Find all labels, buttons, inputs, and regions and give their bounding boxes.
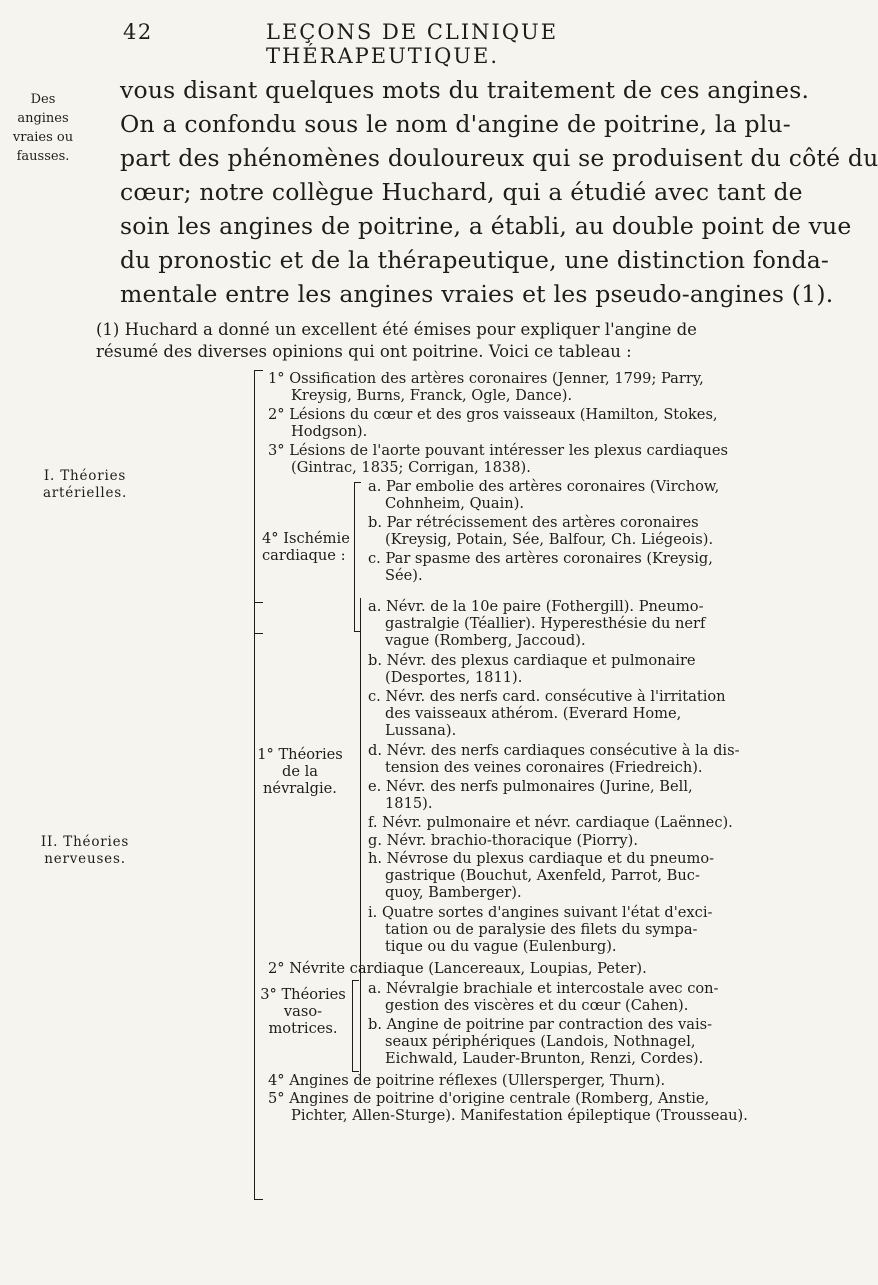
brace-section-1 xyxy=(254,370,263,634)
entry-nevralgie-c: c. Névr. des nerfs card. consécutive à l'irritation des vaisseaux athérom. (Everard Home, Lussana). xyxy=(368,688,726,740)
entry-vaso-b: b. Angine de poitrine par contraction des vais- seaux périphériques (Landois, Nothnagel, Eichwald, Lauder-Brunton, Renzi, Cordes). xyxy=(368,1016,713,1068)
section-label-arterial: I. Théories artérielles. xyxy=(42,468,128,501)
running-title: LEÇONS DE CLINIQUE THÉRAPEUTIQUE. xyxy=(266,20,559,68)
page-number: 42 xyxy=(123,20,153,44)
entry-vaso-a: a. Névralgie brachiale et intercostale avec con- gestion des viscères et du cœur (Cahen). xyxy=(368,980,719,1015)
body-line: cœur; notre collègue Huchard, qui a étudié avec tant de xyxy=(120,178,803,206)
brace-section-2 xyxy=(254,602,263,1200)
entry-4b-retrecissement: b. Par rétrécissement des artères coronaires (Kreysig, Potain, Sée, Balfour, Ch. Liégeois). xyxy=(368,514,714,549)
entry-nevralgie-f: f. Névr. pulmonaire et névr. cardiaque (Laënnec). xyxy=(368,814,733,831)
entry-nevralgie-d: d. Névr. des nerfs cardiaques consécutive à la dis- tension des veines coronaires (Friedreich). xyxy=(368,742,740,777)
label-nevralgie: 1° Théories de la névralgie. xyxy=(257,746,343,797)
entry-nevrite-cardiaque: 2° Névrite cardiaque (Lancereaux, Loupias, Peter). xyxy=(268,960,647,977)
entry-2-lesions-coeur: 2° Lésions du cœur et des gros vaisseaux (Hamilton, Stokes, Hodgson). xyxy=(268,406,718,441)
entry-4a-embolie: a. Par embolie des artères coronaires (Virchow, Cohnheim, Quain). xyxy=(368,478,720,513)
section-label-nerveuses: II. Théories nerveuses. xyxy=(40,834,130,867)
footnote-line: résumé des diverses opinions qui ont poitrine. Voici ce tableau : xyxy=(96,342,632,361)
entry-1-ossification: 1° Ossification des artères coronaires (Jenner, 1799; Parry, Kreysig, Burns, Franck, Ogle, Dance). xyxy=(268,370,704,405)
body-line: mentale entre les angines vraies et les pseudo-angines (1). xyxy=(120,280,834,308)
entry-nevralgie-g: g. Névr. brachio-thoracique (Piorry). xyxy=(368,832,638,849)
brace-nevralgie xyxy=(360,598,361,1078)
footnote-line: (1) Huchard a donné un excellent été émises pour expliquer l'angine de xyxy=(96,320,697,339)
entry-nevralgie-e: e. Névr. des nerfs pulmonaires (Jurine, Bell, 1815). xyxy=(368,778,693,813)
brace-vaso-motrices xyxy=(352,980,359,1072)
entry-nevralgie-i: i. Quatre sortes d'angines suivant l'état d'exci- tation ou de paralysie des filets du sympa- tique ou du vague (Eulenburg). xyxy=(368,904,713,956)
body-line: vous disant quelques mots du traitement de ces angines. xyxy=(120,76,810,104)
body-line: On a confondu sous le nom d'angine de poitrine, la plu- xyxy=(120,110,791,138)
margin-note: Des angines vraies ou fausses. xyxy=(12,92,74,164)
entry-nevralgie-a: a. Névr. de la 10e paire (Fothergill). Pneumo- gastralgie (Téallier). Hyperesthésie du nerf vague (Romberg, Jaccoud). xyxy=(368,598,706,650)
label-ischemie: 4° Ischémie cardiaque : xyxy=(262,530,350,564)
entry-4c-spasme: c. Par spasme des artères coronaires (Kreysig, Sée). xyxy=(368,550,713,585)
body-line: du pronostic et de la thérapeutique, une distinction fonda- xyxy=(120,246,830,274)
body-line: soin les angines de poitrine, a établi, au double point de vue xyxy=(120,212,852,240)
entry-nevralgie-b: b. Névr. des plexus cardiaque et pulmonaire (Desportes, 1811). xyxy=(368,652,696,687)
label-vaso-motrices: 3° Théories vaso- motrices. xyxy=(260,986,346,1037)
entry-nevralgie-h: h. Névrose du plexus cardiaque et du pneumo- gastrique (Bouchut, Axenfeld, Parrot, Buc- quoy, Bamberger). xyxy=(368,850,715,902)
entry-3-lesions-aorte: 3° Lésions de l'aorte pouvant intéresser les plexus cardiaques (Gintrac, 1835; Corrigan, 1838). xyxy=(268,442,728,477)
entry-angines-reflexes: 4° Angines de poitrine réflexes (Ullersperger, Thurn). xyxy=(268,1072,666,1089)
entry-angines-centrales: 5° Angines de poitrine d'origine centrale (Romberg, Anstie, Pichter, Allen-Sturge). Manifestation épileptique (Trousseau). xyxy=(268,1090,748,1125)
body-line: part des phénomènes douloureux qui se produisent du côté du xyxy=(120,144,878,172)
